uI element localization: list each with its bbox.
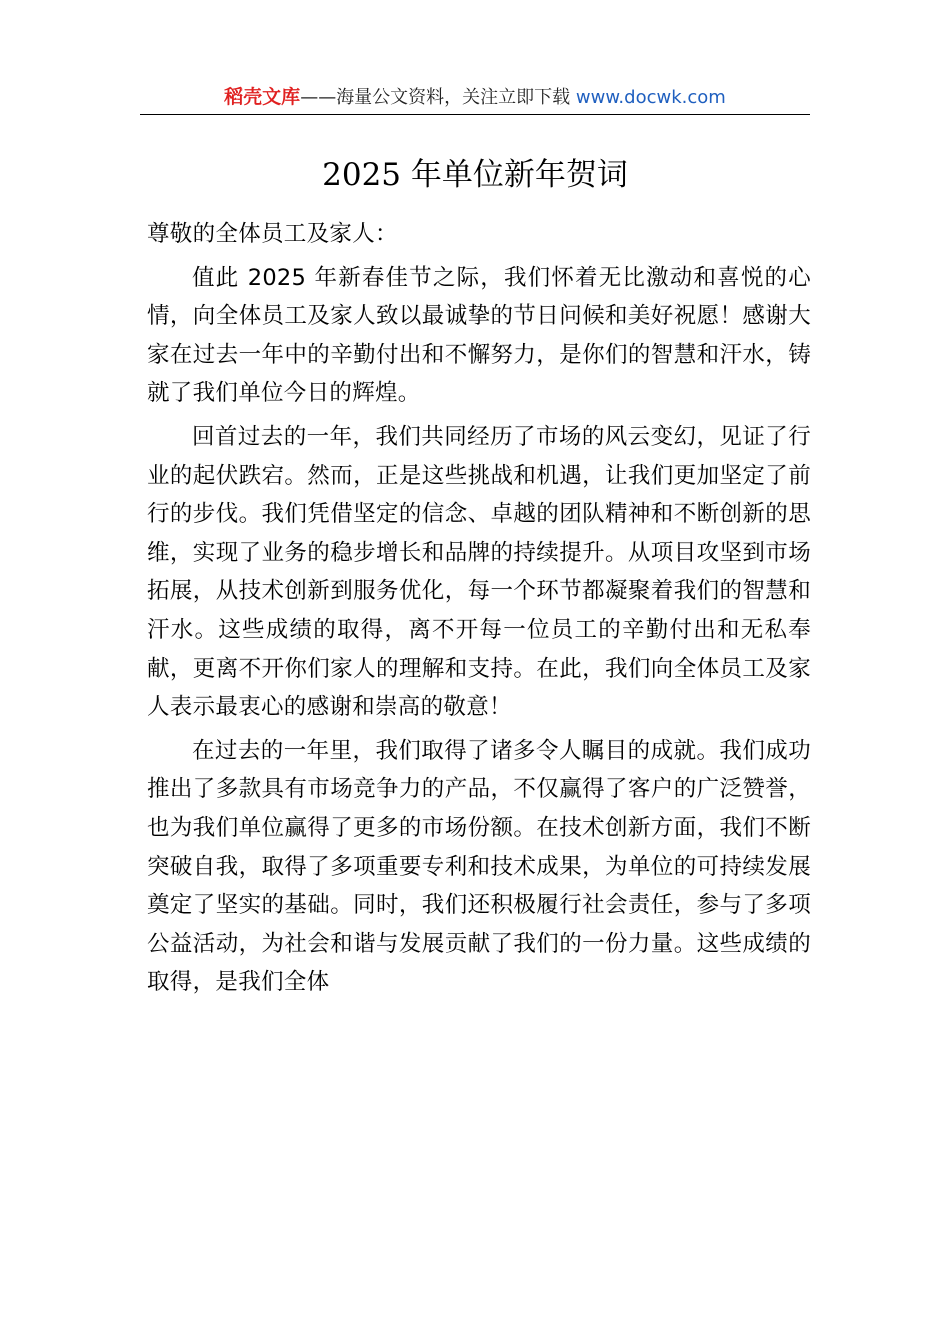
brand-name: 稻壳文库 <box>224 86 301 108</box>
header-divider <box>140 114 810 115</box>
page-header <box>140 82 810 114</box>
document-title: 2025 年单位新年贺词 <box>322 157 628 193</box>
header-tagline: ——海量公文资料，关注立即下载 <box>300 87 571 108</box>
header-url-link[interactable]: www.docwk.com <box>575 87 726 108</box>
paragraph: 在过去的一年里，我们取得了诸多令人瞩目的成就。我们成功推出了多款具有市场竞争力的产品，不仅赢得了客户的广泛赞誉，也为我们单位赢得了更多的市场份额。在技术创新方面，我们不断突破自我，取得了多项重要专利和技术成果，为单位的可持续发展奠定了坚实的基础。同时，我们还积极履行社会责任，参与了多项公益活动，为社会和谐与发展贡献了我们的一份力量。这些成绩的取得，是我们全体 <box>147 737 811 996</box>
document-body <box>147 215 811 1002</box>
salutation: 尊敬的全体员工及家人： <box>147 221 398 247</box>
paragraph: 值此 2025 年新春佳节之际，我们怀着无比激动和喜悦的心情，向全体员工及家人致以最诚挚的节日问候和美好祝愿！感谢大家在过去一年中的辛勤付出和不懈努力，是你们的智慧和汗水，铸就了我们单位今日的辉煌。 <box>147 264 811 407</box>
paragraph: 回首过去的一年，我们共同经历了市场的风云变幻，见证了行业的起伏跌宕。然而，正是这些挑战和机遇，让我们更加坚定了前行的步伐。我们凭借坚定的信念、卓越的团队精神和不断创新的思维，实现了业务的稳步增长和品牌的持续提升。从项目攻坚到市场拓展，从技术创新到服务优化，每一个环节都凝聚着我们的智慧和汗水。这些成绩的取得，离不开每一位员工的辛勤付出和无私奉献，更离不开你们家人的理解和支持。在此，我们向全体员工及家人表示最衷心的感谢和崇高的敬意！ <box>147 423 811 721</box>
